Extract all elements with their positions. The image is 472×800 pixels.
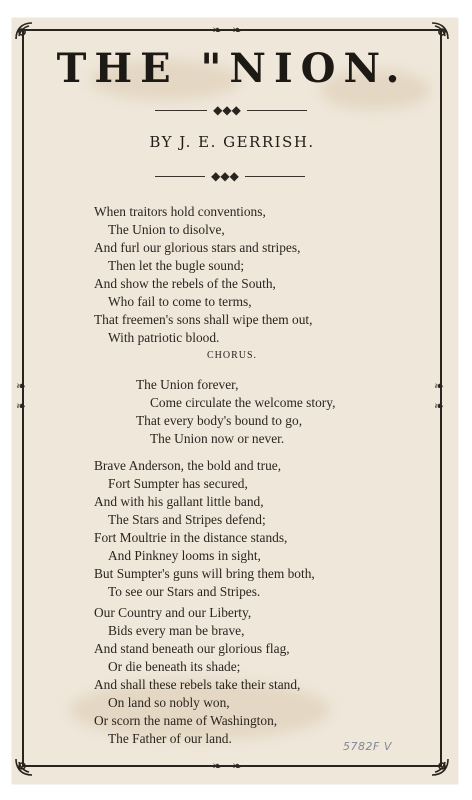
verse-line: Or die beneath its shade; [108,659,241,674]
verse-line: Then let the bugle sound; [108,258,245,273]
rule-ornament-icon: ◆◆◆ [213,103,241,117]
verse-line: Fort Sumpter has secured, [108,476,248,491]
rule-ornament-icon: ◆◆◆ [211,169,239,183]
verse-line: With patriotic blood. [108,330,220,345]
verse-line: That freemen's sons shall wipe them out, [94,312,313,327]
poem-title: THE "NION. [56,45,408,92]
border-ornament-icon: ❧ [434,379,445,393]
verse-line: But Sumpter's guns will bring them both, [94,566,315,581]
border-ornament-icon: ❧ [212,23,223,37]
catalog-annotation: 5782F V [343,740,392,753]
author-line: BY J. E. GERRISH. [149,133,315,151]
chorus-line: Come circulate the welcome story, [150,395,336,410]
chorus-line: That every body's bound to go, [136,413,303,428]
verse-line: To see our Stars and Stripes. [108,584,261,599]
verse-line: Our Country and our Liberty, [94,605,252,620]
verse-line: And shall these rebels take their stand, [94,677,301,692]
verse-line: Who fail to come to terms, [108,294,252,309]
chorus-line: The Union forever, [136,377,239,392]
verse-line: Or scorn the name of Washington, [94,713,278,728]
verse-line: And stand beneath our glorious flag, [94,641,290,656]
border-ornament-icon: ❧ [212,759,223,773]
verse-line: And with his gallant little band, [94,494,264,509]
border-ornament-icon: ❧ [16,399,27,413]
verse-line: Fort Moultrie in the distance stands, [94,530,288,545]
verse-line: The Union to disolve, [108,222,225,237]
chorus-line: The Union now or never. [150,431,285,446]
border-ornament-icon: ❧ [434,399,445,413]
verse-line: On land so nobly won, [108,695,230,710]
verse-line: And furl our glorious stars and stripes, [94,240,301,255]
border-ornament-icon: ❧ [232,759,243,773]
verse-line: Bids every man be brave, [108,623,245,638]
verse-line: Brave Anderson, the bold and true, [94,458,282,473]
verse-line: And show the rebels of the South, [94,276,276,291]
verse-line: The Stars and Stripes defend; [108,512,266,527]
verse-line: The Father of our land. [108,731,232,746]
verse-line: And Pinkney looms in sight, [108,548,261,563]
chorus-heading: CHORUS. [206,350,258,361]
verse-line: When traitors hold conventions, [94,204,266,219]
border-ornament-icon: ❧ [16,379,27,393]
border-ornament-icon: ❧ [232,23,243,37]
